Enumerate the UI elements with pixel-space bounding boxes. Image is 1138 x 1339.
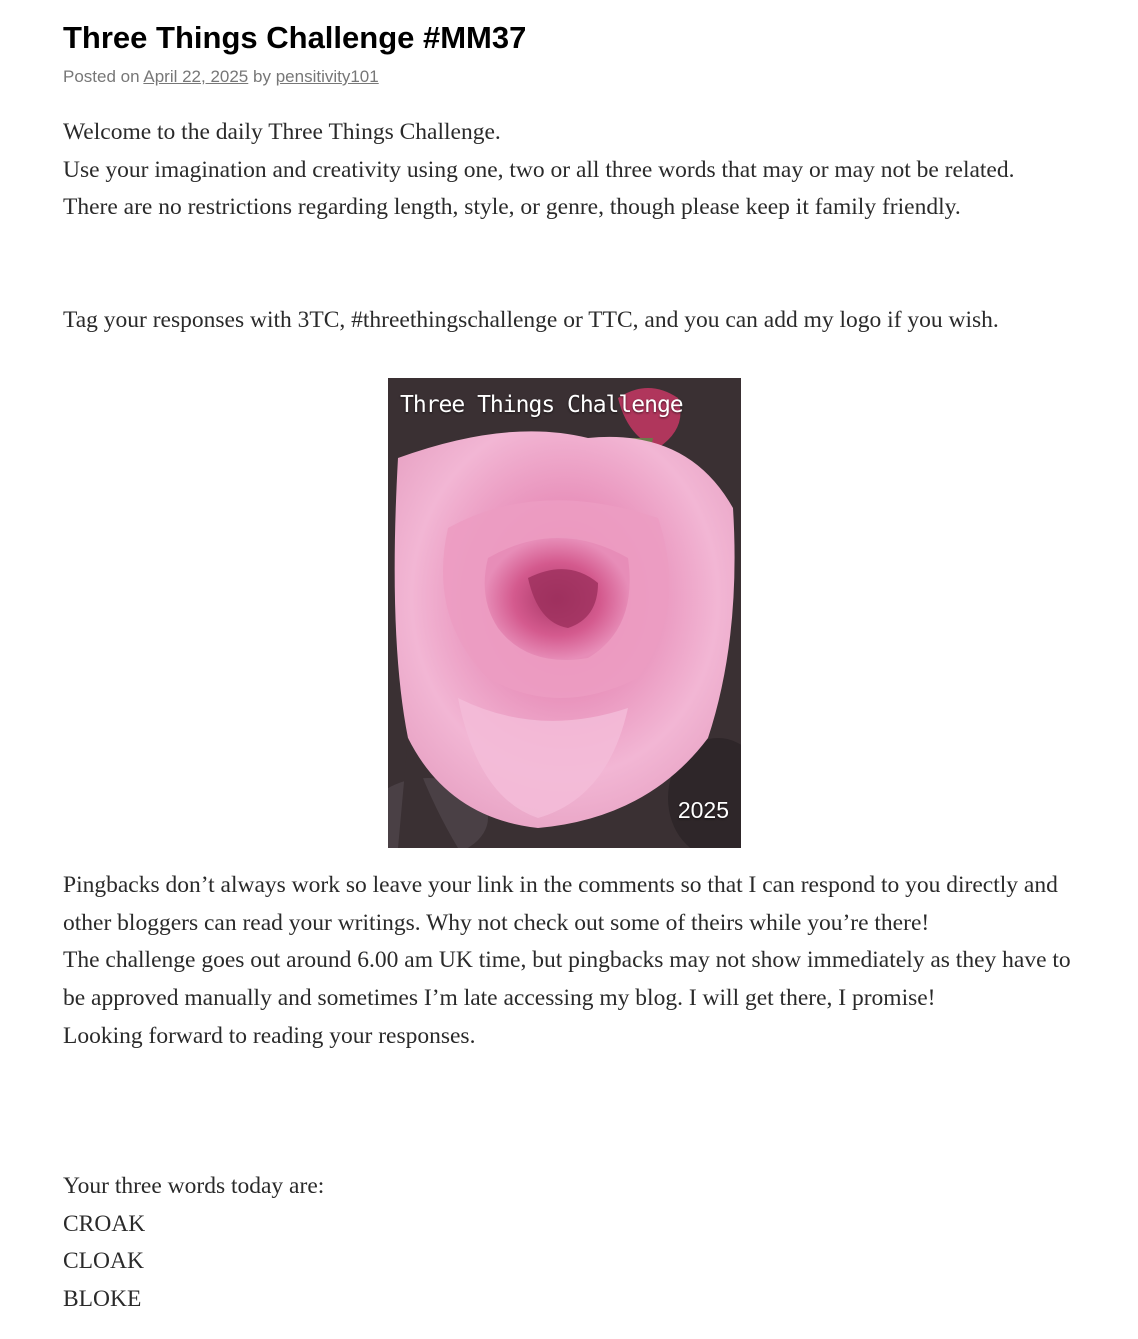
logo-year-text: 2025 [677,797,729,823]
intro-line: Welcome to the daily Three Things Challenge. [63,119,501,145]
challenge-word: CROAK [63,1210,146,1237]
logo-title-text: Three Things Challenge [400,392,683,418]
words-intro: Your three words today are: [63,1173,325,1199]
pingback-line: Looking forward to reading your responses. [63,1022,476,1049]
intro-paragraph [63,114,1073,227]
challenge-logo-image [388,378,741,848]
pingback-line: Pingbacks don’t always work so leave your link in the comments so that I can respond to you directly and other bloggers can read your writings. Why not check out some of theirs while you’re there! [63,872,1058,936]
pingback-line: The challenge goes out around 6.00 am UK time, but pingbacks may not show immediately as they have to be approved manually and sometimes I’m late accessing my blog. I will get there, I promise! [63,947,1071,1012]
challenge-word: BLOKE [63,1286,142,1313]
intro-line: Use your imagination and creativity using one, two or all three words that may or may not be related. There are no restrictions regarding length, style, or genre, though please keep it family friendly. [63,156,1015,221]
post-meta [63,66,379,88]
challenge-word: CLOAK [63,1248,144,1275]
words-paragraph [63,1168,1073,1319]
rose-illustration [388,378,741,848]
by-label: by [253,67,271,86]
author-link[interactable]: pensitivity101 [275,67,379,86]
posted-on-label: Posted on [63,67,140,86]
tag-paragraph: Tag your responses with 3TC, #threethingschallenge or TTC, and you can add my logo if you wish. [63,307,999,333]
pingback-paragraph [63,867,1073,1056]
post-title: Three Things Challenge #MM37 [63,20,527,55]
post-date-link[interactable]: April 22, 2025 [143,67,249,86]
